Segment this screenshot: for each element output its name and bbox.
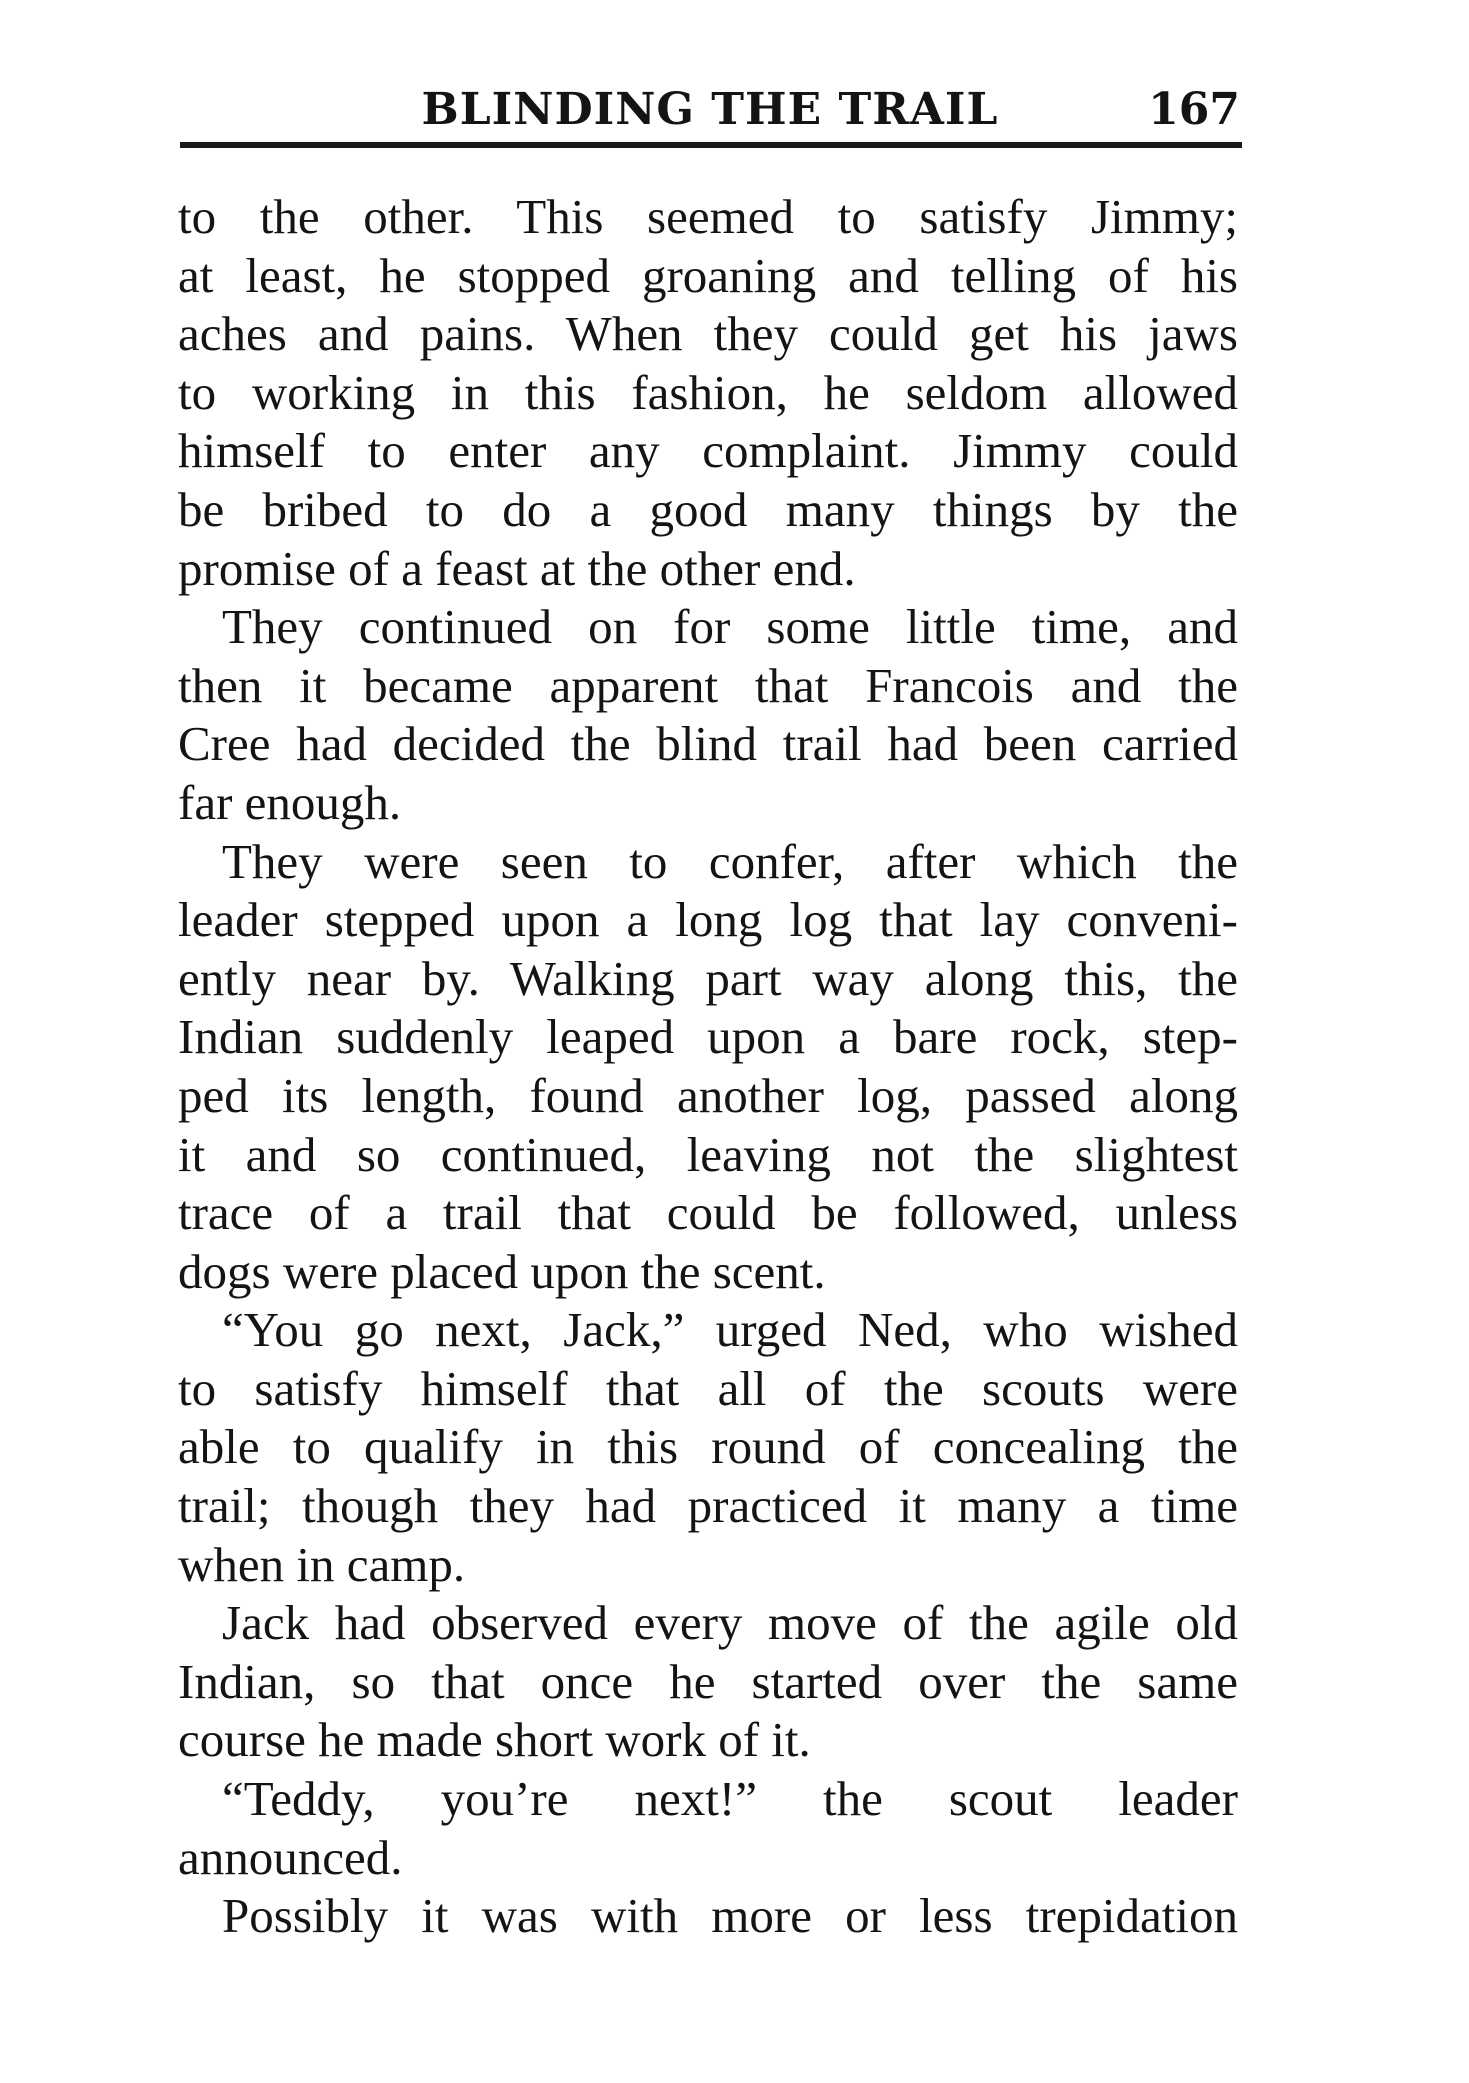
text-line: then it became apparent that Francois and the xyxy=(178,657,1238,713)
text-line: course he made short work of it. xyxy=(178,1712,811,1768)
text-line: leader stepped upon a long log that lay conveni- xyxy=(178,892,1238,948)
body-text xyxy=(178,188,1238,1946)
text-line: Cree had decided the blind trail had been carried xyxy=(178,716,1238,772)
text-line: himself to enter any complaint. Jimmy could xyxy=(178,423,1238,479)
text-line: Jack had observed every move of the agile old xyxy=(222,1595,1238,1651)
text-line: “Teddy, you’re next!” the scout leader xyxy=(222,1771,1238,1827)
text-line: ently near by. Walking part way along this, the xyxy=(178,950,1238,1006)
page-number: 167 xyxy=(1148,84,1240,135)
header-rule xyxy=(180,142,1242,148)
text-line: dogs were placed upon the scent. xyxy=(178,1243,826,1299)
text-line: Indian suddenly leaped upon a bare rock, step- xyxy=(178,1009,1238,1065)
text-line: ped its length, found another log, passed along xyxy=(178,1067,1238,1123)
text-line: “You go next, Jack,” urged Ned, who wished xyxy=(222,1302,1238,1358)
text-line: They continued on for some little time, and xyxy=(222,599,1238,655)
text-line: able to qualify in this round of concealing the xyxy=(178,1419,1238,1475)
text-line: trail; though they had practiced it many a time xyxy=(178,1478,1238,1534)
text-line: They were seen to confer, after which the xyxy=(222,833,1238,889)
text-line: be bribed to do a good many things by the xyxy=(178,481,1238,537)
text-line: trace of a trail that could be followed, unless xyxy=(178,1185,1238,1241)
text-line: to satisfy himself that all of the scouts were xyxy=(178,1360,1238,1416)
text-line: when in camp. xyxy=(178,1536,466,1592)
text-line: to the other. This seemed to satisfy Jimmy; xyxy=(178,189,1238,244)
running-title: BLINDING THE TRAIL xyxy=(421,84,999,135)
text-line: Possibly it was with more or less trepidation xyxy=(222,1888,1238,1944)
text-line: to working in this fashion, he seldom allowed xyxy=(178,364,1238,420)
text-line: promise of a feast at the other end. xyxy=(178,540,856,596)
text-line: it and so continued, leaving not the slightest xyxy=(178,1126,1238,1182)
page-header xyxy=(180,80,1240,144)
text-line: aches and pains. When they could get his jaws xyxy=(178,306,1238,362)
text-line: far enough. xyxy=(178,774,402,830)
text-line: Indian, so that once he started over the same xyxy=(178,1653,1238,1709)
text-line: announced. xyxy=(178,1829,403,1885)
text-line: at least, he stopped groaning and telling of his xyxy=(178,247,1238,303)
